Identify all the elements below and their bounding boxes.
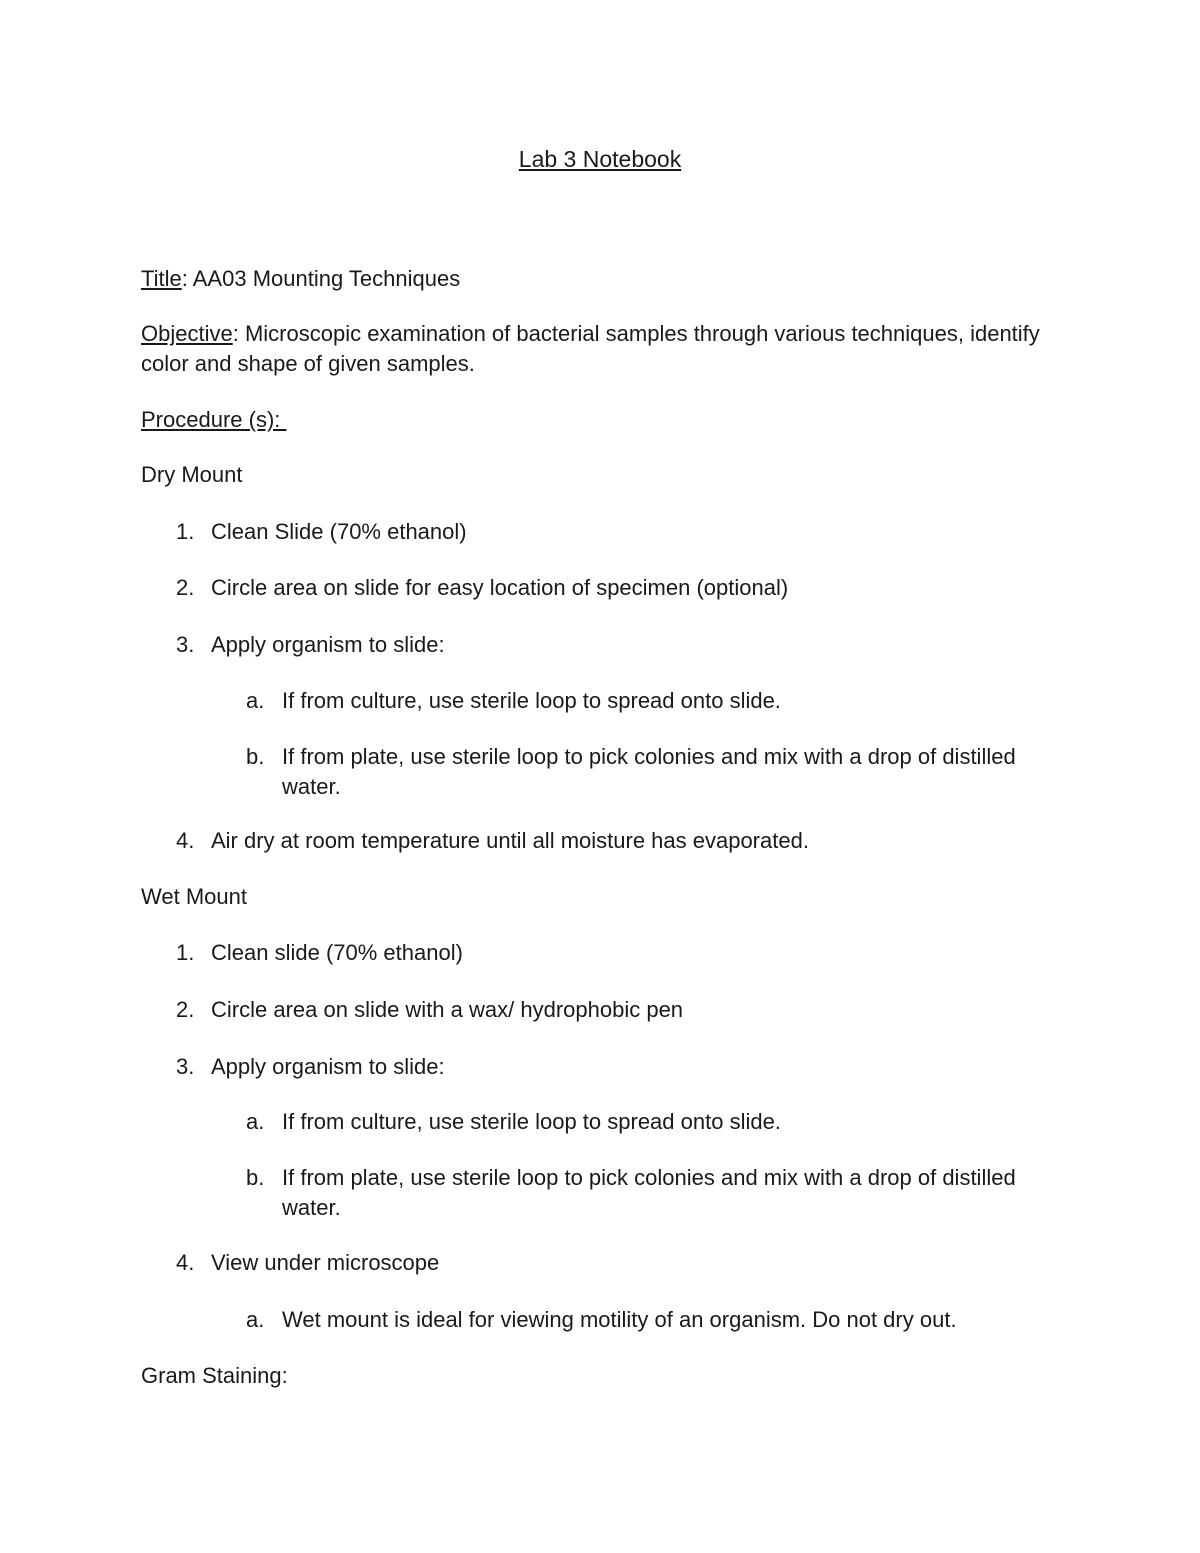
dry-substep-a-text: If from culture, use sterile loop to spread onto slide. xyxy=(282,688,781,713)
wet-substep-b-letter: b. xyxy=(246,1165,265,1190)
dry-step-2-number: 2. xyxy=(176,575,195,600)
wet-step-4-text: View under microscope xyxy=(211,1250,440,1275)
wet-step-1-number: 1. xyxy=(176,940,195,965)
dry-substep-a-letter: a. xyxy=(246,688,265,713)
dry-substep-b-letter: b. xyxy=(246,744,265,769)
wet-step-2-text: Circle area on slide with a wax/ hydrophobic pen xyxy=(211,997,684,1022)
wet-step-3-text: Apply organism to slide: xyxy=(211,1054,445,1079)
dry-step-3-text: Apply organism to slide: xyxy=(211,632,445,657)
wet-substep-view-a-letter: a. xyxy=(246,1307,265,1332)
wet-step-3-number: 3. xyxy=(176,1054,195,1079)
wet-step-4-number: 4. xyxy=(176,1250,195,1275)
objective-paragraph xyxy=(141,319,1071,379)
dry-step-1-text: Clean Slide (70% ethanol) xyxy=(211,519,467,544)
dry-mount-heading: Dry Mount xyxy=(141,462,243,487)
wet-substep-a-letter: a. xyxy=(246,1109,265,1134)
document-heading: Lab 3 Notebook xyxy=(518,146,682,172)
title-label: Title xyxy=(141,266,182,291)
wet-substep-view-a-text: Wet mount is ideal for viewing motility of an organism. Do not dry out. xyxy=(282,1307,957,1332)
dry-step-1-number: 1. xyxy=(176,519,195,544)
gram-staining-heading: Gram Staining: xyxy=(141,1363,288,1388)
title-value: : AA03 Mounting Techniques xyxy=(181,266,461,291)
wet-step-1-text: Clean slide (70% ethanol) xyxy=(211,940,463,965)
dry-step-4-text: Air dry at room temperature until all moisture has evaporated. xyxy=(211,828,809,853)
objective-value: : Microscopic examination of bacterial samples through various techniques, identify color and shape of given samples. xyxy=(141,321,1040,376)
wet-mount-heading: Wet Mount xyxy=(141,884,247,909)
wet-step-2-number: 2. xyxy=(176,997,195,1022)
dry-step-2-text: Circle area on slide for easy location of specimen (optional) xyxy=(211,575,789,600)
wet-substep-b-text: If from plate, use sterile loop to pick colonies and mix with a drop of distilled water. xyxy=(282,1165,1016,1220)
procedure-label: Procedure (s): xyxy=(141,407,287,432)
wet-substep-a-text: If from culture, use sterile loop to spread onto slide. xyxy=(282,1109,781,1134)
objective-label: Objective xyxy=(141,321,233,346)
dry-substep-b-text: If from plate, use sterile loop to pick colonies and mix with a drop of distilled water. xyxy=(282,744,1016,799)
dry-step-3-number: 3. xyxy=(176,632,195,657)
procedure-heading xyxy=(141,405,1071,435)
title-line xyxy=(141,264,1071,294)
dry-step-4-number: 4. xyxy=(176,828,195,853)
